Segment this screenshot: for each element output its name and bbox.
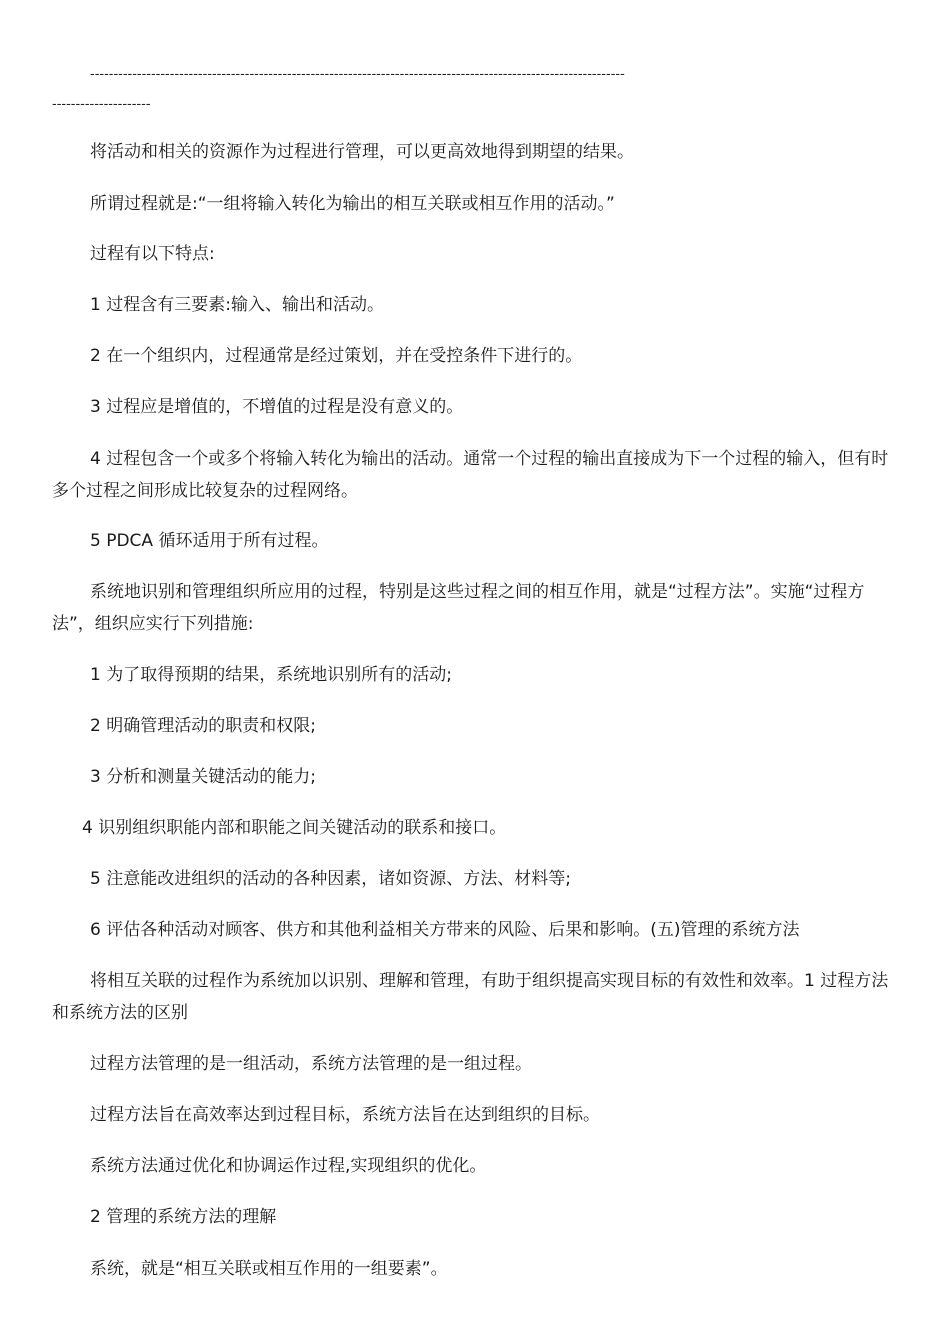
list-item: 3 过程应是增值的，不增值的过程是没有意义的。 bbox=[90, 397, 464, 417]
list-item: 2 在一个组织内，过程通常是经过策划，并在受控条件下进行的。 bbox=[90, 346, 583, 366]
paragraph: 系统，就是“相互关联或相互作用的一组要素”。 bbox=[90, 1259, 448, 1279]
paragraph: 系统方法通过优化和协调运作过程,实现组织的优化。 bbox=[90, 1156, 487, 1176]
paragraph: 过程方法旨在高效率达到过程目标，系统方法旨在达到组织的目标。 bbox=[90, 1105, 600, 1125]
list-item: 5 PDCA 循环适用于所有过程。 bbox=[90, 531, 329, 551]
paragraph: 过程有以下特点: bbox=[90, 244, 215, 264]
paragraph: 将相互关联的过程作为系统加以识别、理解和管理，有助于组织提高实现目标的有效性和效率。1 过程方法和系统方法的区别 bbox=[52, 971, 889, 1023]
list-item: 4 过程包含一个或多个将输入转化为输出的活动。通常一个过程的输出直接成为下一个过程的输入，但有时多个过程之间形成比较复杂的过程网络。 bbox=[52, 449, 889, 501]
list-item: 1 过程含有三要素:输入、输出和活动。 bbox=[90, 295, 384, 315]
paragraph: 所谓过程就是:“一组将输入转化为输出的相互关联或相互作用的活动。” bbox=[90, 194, 615, 214]
section-heading: 2 管理的系统方法的理解 bbox=[90, 1207, 277, 1227]
list-item: 3 分析和测量关键活动的能力; bbox=[90, 767, 316, 787]
paragraph: 将活动和相关的资源作为过程进行管理，可以更高效地得到期望的结果。 bbox=[90, 142, 634, 162]
list-item: 4 识别组织职能内部和职能之间关键活动的联系和接口。 bbox=[82, 818, 507, 838]
separator-line-1: ------------------------------------------------------------------------------------------------------------------ bbox=[90, 67, 625, 82]
list-item: 6 评估各种活动对顾客、供方和其他利益相关方带来的风险、后果和影响。(五)管理的系统方法 bbox=[90, 920, 800, 940]
list-item: 2 明确管理活动的职责和权限; bbox=[90, 716, 316, 736]
paragraph: 系统地识别和管理组织所应用的过程，特别是这些过程之间的相互作用，就是“过程方法”。实施“过程方法”，组织应实行下列措施: bbox=[52, 582, 865, 634]
separator-line-2: --------------------- bbox=[52, 97, 151, 112]
separator-line bbox=[52, 60, 890, 120]
paragraph: 过程方法管理的是一组活动，系统方法管理的是一组过程。 bbox=[90, 1054, 532, 1074]
list-item: 1 为了取得预期的结果，系统地识别所有的活动; bbox=[90, 665, 452, 685]
list-item: 5 注意能改进组织的活动的各种因素，诸如资源、方法、材料等; bbox=[90, 869, 571, 889]
